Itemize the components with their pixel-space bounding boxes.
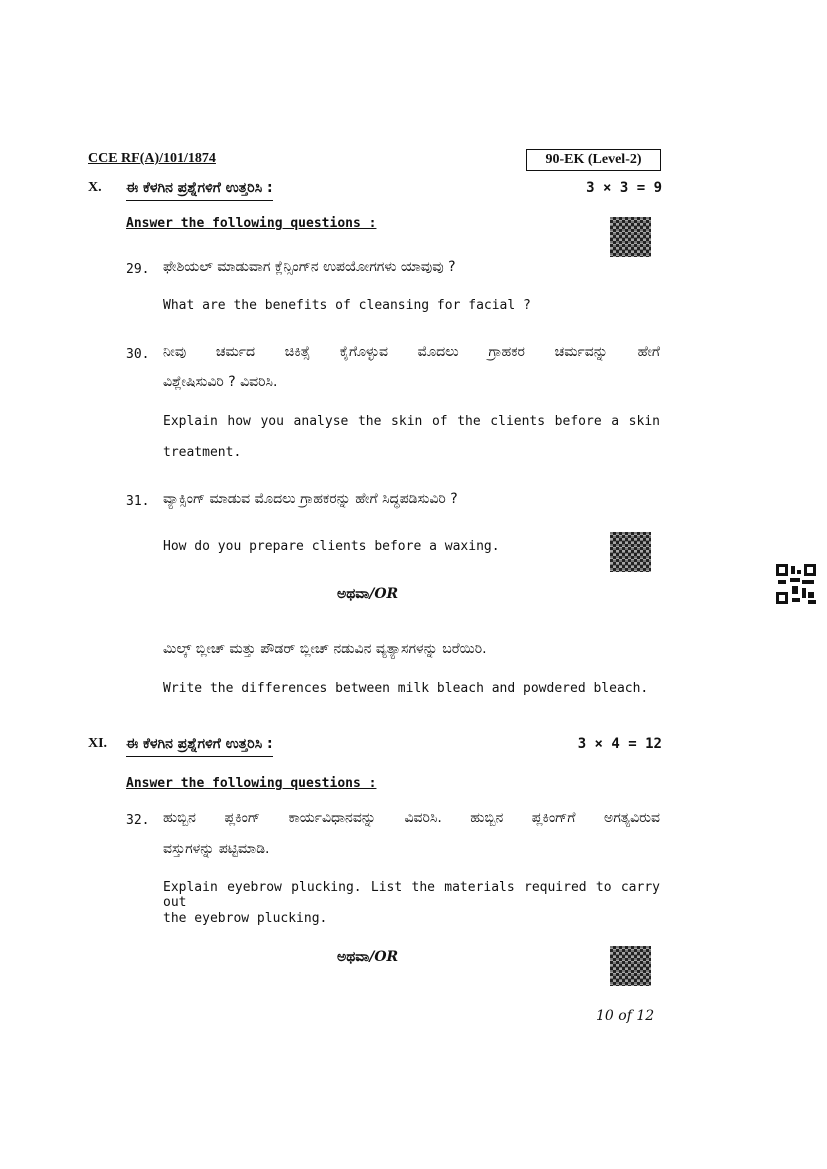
question-30-number: 30.	[126, 347, 150, 362]
section-xi-marks: 3 × 4 = 12	[577, 736, 662, 752]
question-31-alt-en: Write the differences between milk bleach and powdered bleach.	[163, 681, 649, 696]
question-29-number: 29.	[126, 262, 150, 277]
or-en: /OR	[369, 949, 399, 965]
question-31-number: 31.	[126, 494, 150, 509]
question-30-kn-line2: ವಿಶ್ಲೇಷಿಸುವಿರಿ ? ವಿವರಿಸಿ.	[163, 374, 278, 390]
section-xi-number: XI.	[88, 736, 108, 751]
or-kn: ಅಥವಾ	[337, 949, 370, 965]
question-29-kn: ಫೇಶಿಯಲ್ ಮಾಡುವಾಗ ಕ್ಲೆನ್ಸಿಂಗ್‌ನ ಉಪಯೋಗಗಳು ಯಾವುವು ?	[163, 259, 456, 275]
section-xi-title-en: Answer the following questions :	[126, 776, 377, 791]
section-x-marks: 3 × 3 = 9	[586, 180, 662, 196]
question-31-en: How do you prepare clients before a waxing.	[163, 539, 500, 554]
section-xi-title-kn: ಈ ಕೆಳಗಿನ ಪ್ರಶ್ನೆಗಳಿಗೆ ಉತ್ತರಿಸಿ :	[126, 736, 273, 757]
section-x-title-kn: ಈ ಕೆಳಗಿನ ಪ್ರಶ್ನೆಗಳಿಗೆ ಉತ್ತರಿಸಿ :	[126, 180, 273, 201]
section-x-title-en: Answer the following questions :	[126, 216, 377, 231]
qr-code-icon	[610, 532, 651, 572]
qr-code-icon	[776, 564, 816, 604]
or-separator-32	[337, 949, 398, 965]
section-x-number: X.	[88, 180, 102, 195]
qr-code-icon	[610, 217, 651, 257]
question-30-kn-line1: ನೀವು ಚರ್ಮದ ಚಿಕಿತ್ಸೆ ಕೈಗೊಳ್ಳುವ ಮೊದಲು ಗ್ರಾಹಕರ ಚರ್ಮವನ್ನು ಹೇಗೆ	[163, 344, 660, 360]
question-32-number: 32.	[126, 813, 150, 828]
question-31-alt-kn: ಮಿಲ್ಕ್ ಬ್ಲೀಚ್ ಮತ್ತು ಪೌಡರ್ ಬ್ಲೀಚ್ ನಡುವಿನ ವ್ಯತ್ಯಾಸಗಳನ್ನು ಬರೆಯಿರಿ.	[163, 641, 487, 657]
or-separator-31	[337, 586, 398, 602]
question-31-kn: ವ್ಯಾಕ್ಸಿಂಗ್ ಮಾಡುವ ಮೊದಲು ಗ್ರಾಹಕರನ್ನು ಹೇಗೆ ಸಿದ್ಧಪಡಿಸುವಿರಿ ?	[163, 491, 458, 507]
or-en: /OR	[369, 586, 399, 602]
or-kn: ಅಥವಾ	[337, 586, 370, 602]
exam-level-box: 90-EK (Level-2)	[526, 149, 661, 171]
question-32-kn-line1: ಹುಬ್ಬಿನ ಪ್ಲಕಿಂಗ್ ಕಾರ್ಯವಿಧಾನವನ್ನು ವಿವರಿಸಿ. ಹುಬ್ಬಿನ ಪ್ಲಕಿಂಗ್‌ಗೆ ಅಗತ್ಯವಿರುವ	[163, 810, 660, 826]
question-29-en: What are the benefits of cleansing for facial ?	[163, 298, 531, 313]
question-32-en-line2: the eyebrow plucking.	[163, 911, 328, 926]
exam-code: CCE RF(A)/101/1874	[88, 151, 216, 166]
question-32-kn-line2: ವಸ್ತುಗಳನ್ನು ಪಟ್ಟಿಮಾಡಿ.	[163, 841, 270, 857]
question-30-en-line2: treatment.	[163, 445, 242, 460]
question-30-en-line1: Explain how you analyse the skin of the clients before a skin	[163, 414, 660, 429]
question-32-en-line1: Explain eyebrow plucking. List the materials required to carry out	[163, 880, 660, 910]
qr-code-icon	[610, 946, 651, 986]
page-number: 10 of 12	[596, 1008, 655, 1024]
